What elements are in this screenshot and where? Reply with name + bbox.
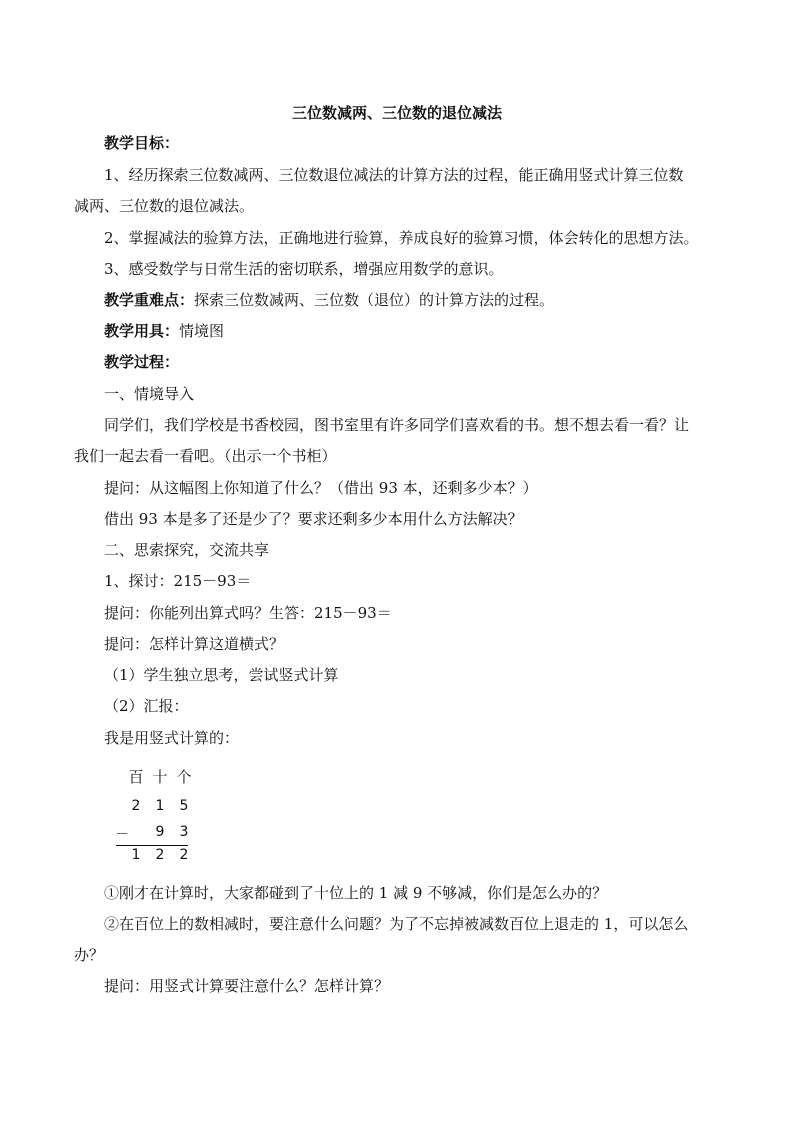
goal-3: 3、感受数学与日常生活的密切联系，增强应用数学的意识。	[104, 260, 504, 278]
result-ones: 2	[179, 847, 189, 863]
minus-sign: －	[115, 827, 129, 843]
question-prompt-4: 提问：怎样计算这道横式？	[104, 635, 285, 653]
subtrahend-ones: 3	[179, 824, 189, 840]
minuend-row	[114, 798, 204, 816]
goal-1-line-2: 减两、三位数的退位减法。	[74, 197, 255, 215]
hundreds-header: 百	[128, 768, 144, 786]
explore-item: 1、探讨：215－93＝	[104, 572, 252, 590]
tools-text: 情境图	[179, 322, 225, 340]
goals-heading: 教学目标：	[104, 134, 180, 152]
process-heading: 教学过程：	[104, 353, 180, 371]
step-1: （1）学生独立思考，尝试竖式计算	[104, 666, 339, 684]
question-prompt-2: 借出 93 本是多了还是少了？要求还剩多少本用什么方法解决？	[104, 510, 523, 528]
result-hundreds: 1	[131, 847, 141, 863]
tools-label: 教学用具：	[104, 322, 180, 340]
ones-header: 个	[176, 768, 192, 786]
question-prompt-1: 提问：从这幅图上你知道了什么？（借出 93 本，还剩多少本？）	[104, 479, 538, 497]
question-prompt-3: 提问：你能列出算式吗？生答：215－93＝	[104, 604, 392, 622]
place-value-headers	[114, 766, 204, 784]
minuend-hundreds: 2	[131, 798, 141, 814]
question-2-line-2: 办？	[74, 946, 105, 964]
question-1: ①刚才在计算时，大家都碰到了十位上的 1 减 9 不够减，你们是怎么办的？	[104, 884, 608, 902]
result-tens: 2	[155, 847, 165, 863]
page-title: 三位数减两、三位数的退位减法	[291, 104, 502, 122]
section-1-heading: 一、情境导入	[104, 385, 195, 403]
calculation-rule-line	[116, 845, 188, 846]
question-2-line-1: ②在百位上的数相减时，要注意什么问题？为了不忘掉被减数百位上退走的 1，可以怎么	[104, 915, 689, 933]
tens-header: 十	[152, 768, 168, 786]
paragraph-1-line-1: 同学们，我们学校是书香校园，图书室里有许多同学们喜欢看的书。想不想去看一看？让	[104, 416, 690, 434]
teaching-tools	[104, 321, 724, 341]
subtrahend-tens: 9	[155, 824, 165, 840]
paragraph-1-line-2: 我们一起去看一看吧。（出示一个书柜）	[74, 447, 337, 465]
step-2: （2）汇报：	[104, 697, 189, 715]
result-row	[114, 847, 204, 865]
vertical-calc-intro: 我是用竖式计算的：	[104, 729, 240, 747]
minuend-tens: 1	[155, 798, 165, 814]
subtrahend-row	[114, 824, 204, 842]
key-point-text: 探索三位数减两、三位数（退位）的计算方法的过程。	[194, 291, 555, 309]
minuend-ones: 5	[179, 798, 189, 814]
goal-2: 2、掌握减法的验算方法，正确地进行验算，养成良好的验算习惯，体会转化的思想方法。	[104, 229, 699, 247]
goal-1-line-1: 1、经历探索三位数减两、三位数退位减法的计算方法的过程，能正确用竖式计算三位数	[104, 166, 684, 184]
key-point-label: 教学重难点：	[104, 291, 195, 309]
section-2-heading: 二、思索探究，交流共享	[104, 541, 270, 559]
key-point	[104, 290, 724, 310]
vertical-calculation	[114, 760, 204, 870]
question-prompt-5: 提问：用竖式计算要注意什么？怎样计算？	[104, 977, 390, 995]
